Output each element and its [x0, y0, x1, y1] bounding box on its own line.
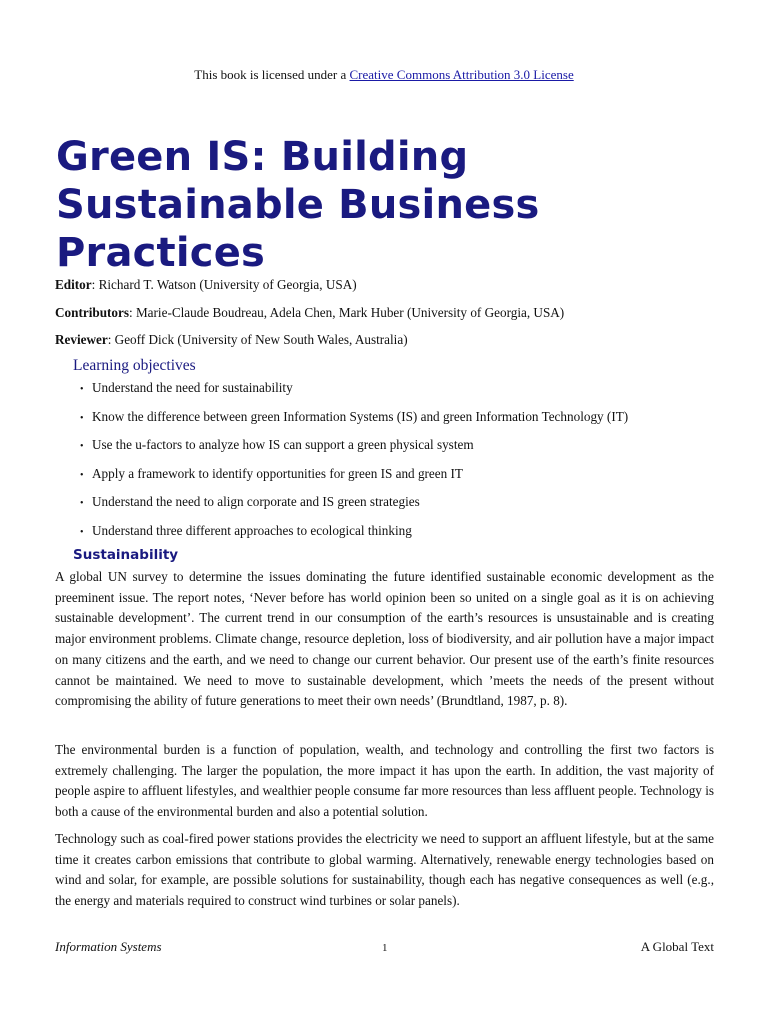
document-title: Green IS: Building Sustainable Business Practices	[56, 134, 540, 276]
list-item	[80, 466, 628, 495]
paragraph-3: Technology such as coal-fired power stations provides the electricity we need to support an affluent lifestyle, but at the same time it creates carbon emissions that contribute to global warming. Alternatively, renewable energy technologies based on wind and solar, for example, are possible solutions for sustainability, though each has negative consequences as well (e.g., the energy and materials required to construct wind turbines or solar panels).	[55, 831, 714, 909]
objective-text: Know the difference between green Information Systems (IS) and green Information Technology (IT)	[92, 408, 629, 424]
page-number: 1	[382, 942, 388, 954]
contributors-line	[55, 305, 735, 321]
objective-text: Use the u-factors to analyze how IS can support a green physical system	[92, 437, 474, 452]
editor-value: : Richard T. Watson (University of Georgia, USA)	[91, 277, 357, 292]
learning-objectives-heading: Learning objectives	[73, 357, 196, 374]
license-link[interactable]: Creative Commons Attribution 3.0 License	[349, 67, 574, 82]
objective-text: Apply a framework to identify opportunities for green IS and green IT	[92, 465, 463, 481]
editor-label: Editor	[55, 277, 92, 292]
contributors-label: Contributors	[55, 305, 129, 320]
list-item	[80, 494, 628, 523]
bullet-icon: •	[80, 412, 84, 424]
paragraph-2: The environmental burden is a function of population, wealth, and technology and controlling the first two factors is extremely challenging. The larger the population, the more impact it has upon the earth. In addition, the vast majority of people aspire to affluent lifestyles, and wealthier people consume far more resources than less affluent people. Technology is both a cause of the environmental burden and also a potential solution.	[55, 742, 714, 820]
bullet-icon: •	[80, 441, 84, 452]
paragraph-1: A global UN survey to determine the issues dominating the future identified sustainable economic development as the preeminent issue. The report notes, ‘Never before has world opinion been so united on a single goal as it is on achieving sustainable development’. The current trend in our consumption of the earth’s resources is unsustainable and is creating major environment problems. Climate change, resource depletion, loss of biodiversity, and air pollution have a major impact on many citizens and the earth, and we need to change our current behavior. Our present use of the earth’s finite resources cannot be maintained. We need to move to sustainable development, which ’meets the needs of the present without compromising the ability of future generations to meet their own needs’ (Brundtland, 1987, p. 8).	[55, 569, 714, 709]
objective-text: Understand the need for sustainability	[92, 380, 293, 395]
footer-series: A Global Text	[640, 939, 714, 954]
list-item	[80, 437, 628, 466]
list-item	[80, 380, 628, 409]
bullet-icon: •	[80, 498, 84, 509]
footer-book-title: Information Systems	[55, 939, 162, 954]
reviewer-value: : Geoff Dick (University of New South Wales, Australia)	[107, 332, 408, 347]
license-notice	[0, 67, 768, 83]
list-item	[80, 409, 628, 438]
objective-text: Understand three different approaches to ecological thinking	[92, 522, 412, 538]
reviewer-label: Reviewer	[55, 332, 108, 347]
bullet-icon: •	[80, 384, 84, 395]
sustainability-heading: Sustainability	[73, 547, 179, 563]
learning-objectives-list	[80, 380, 628, 551]
reviewer-line	[55, 332, 735, 348]
editor-line	[55, 277, 735, 293]
bullet-icon: •	[80, 526, 84, 538]
contributors-value: : Marie-Claude Boudreau, Adela Chen, Mark Huber (University of Georgia, USA)	[129, 305, 565, 320]
objective-text: Understand the need to align corporate and IS green strategies	[92, 494, 420, 509]
bullet-icon: •	[80, 469, 84, 481]
license-prefix: This book is licensed under a	[194, 67, 350, 82]
